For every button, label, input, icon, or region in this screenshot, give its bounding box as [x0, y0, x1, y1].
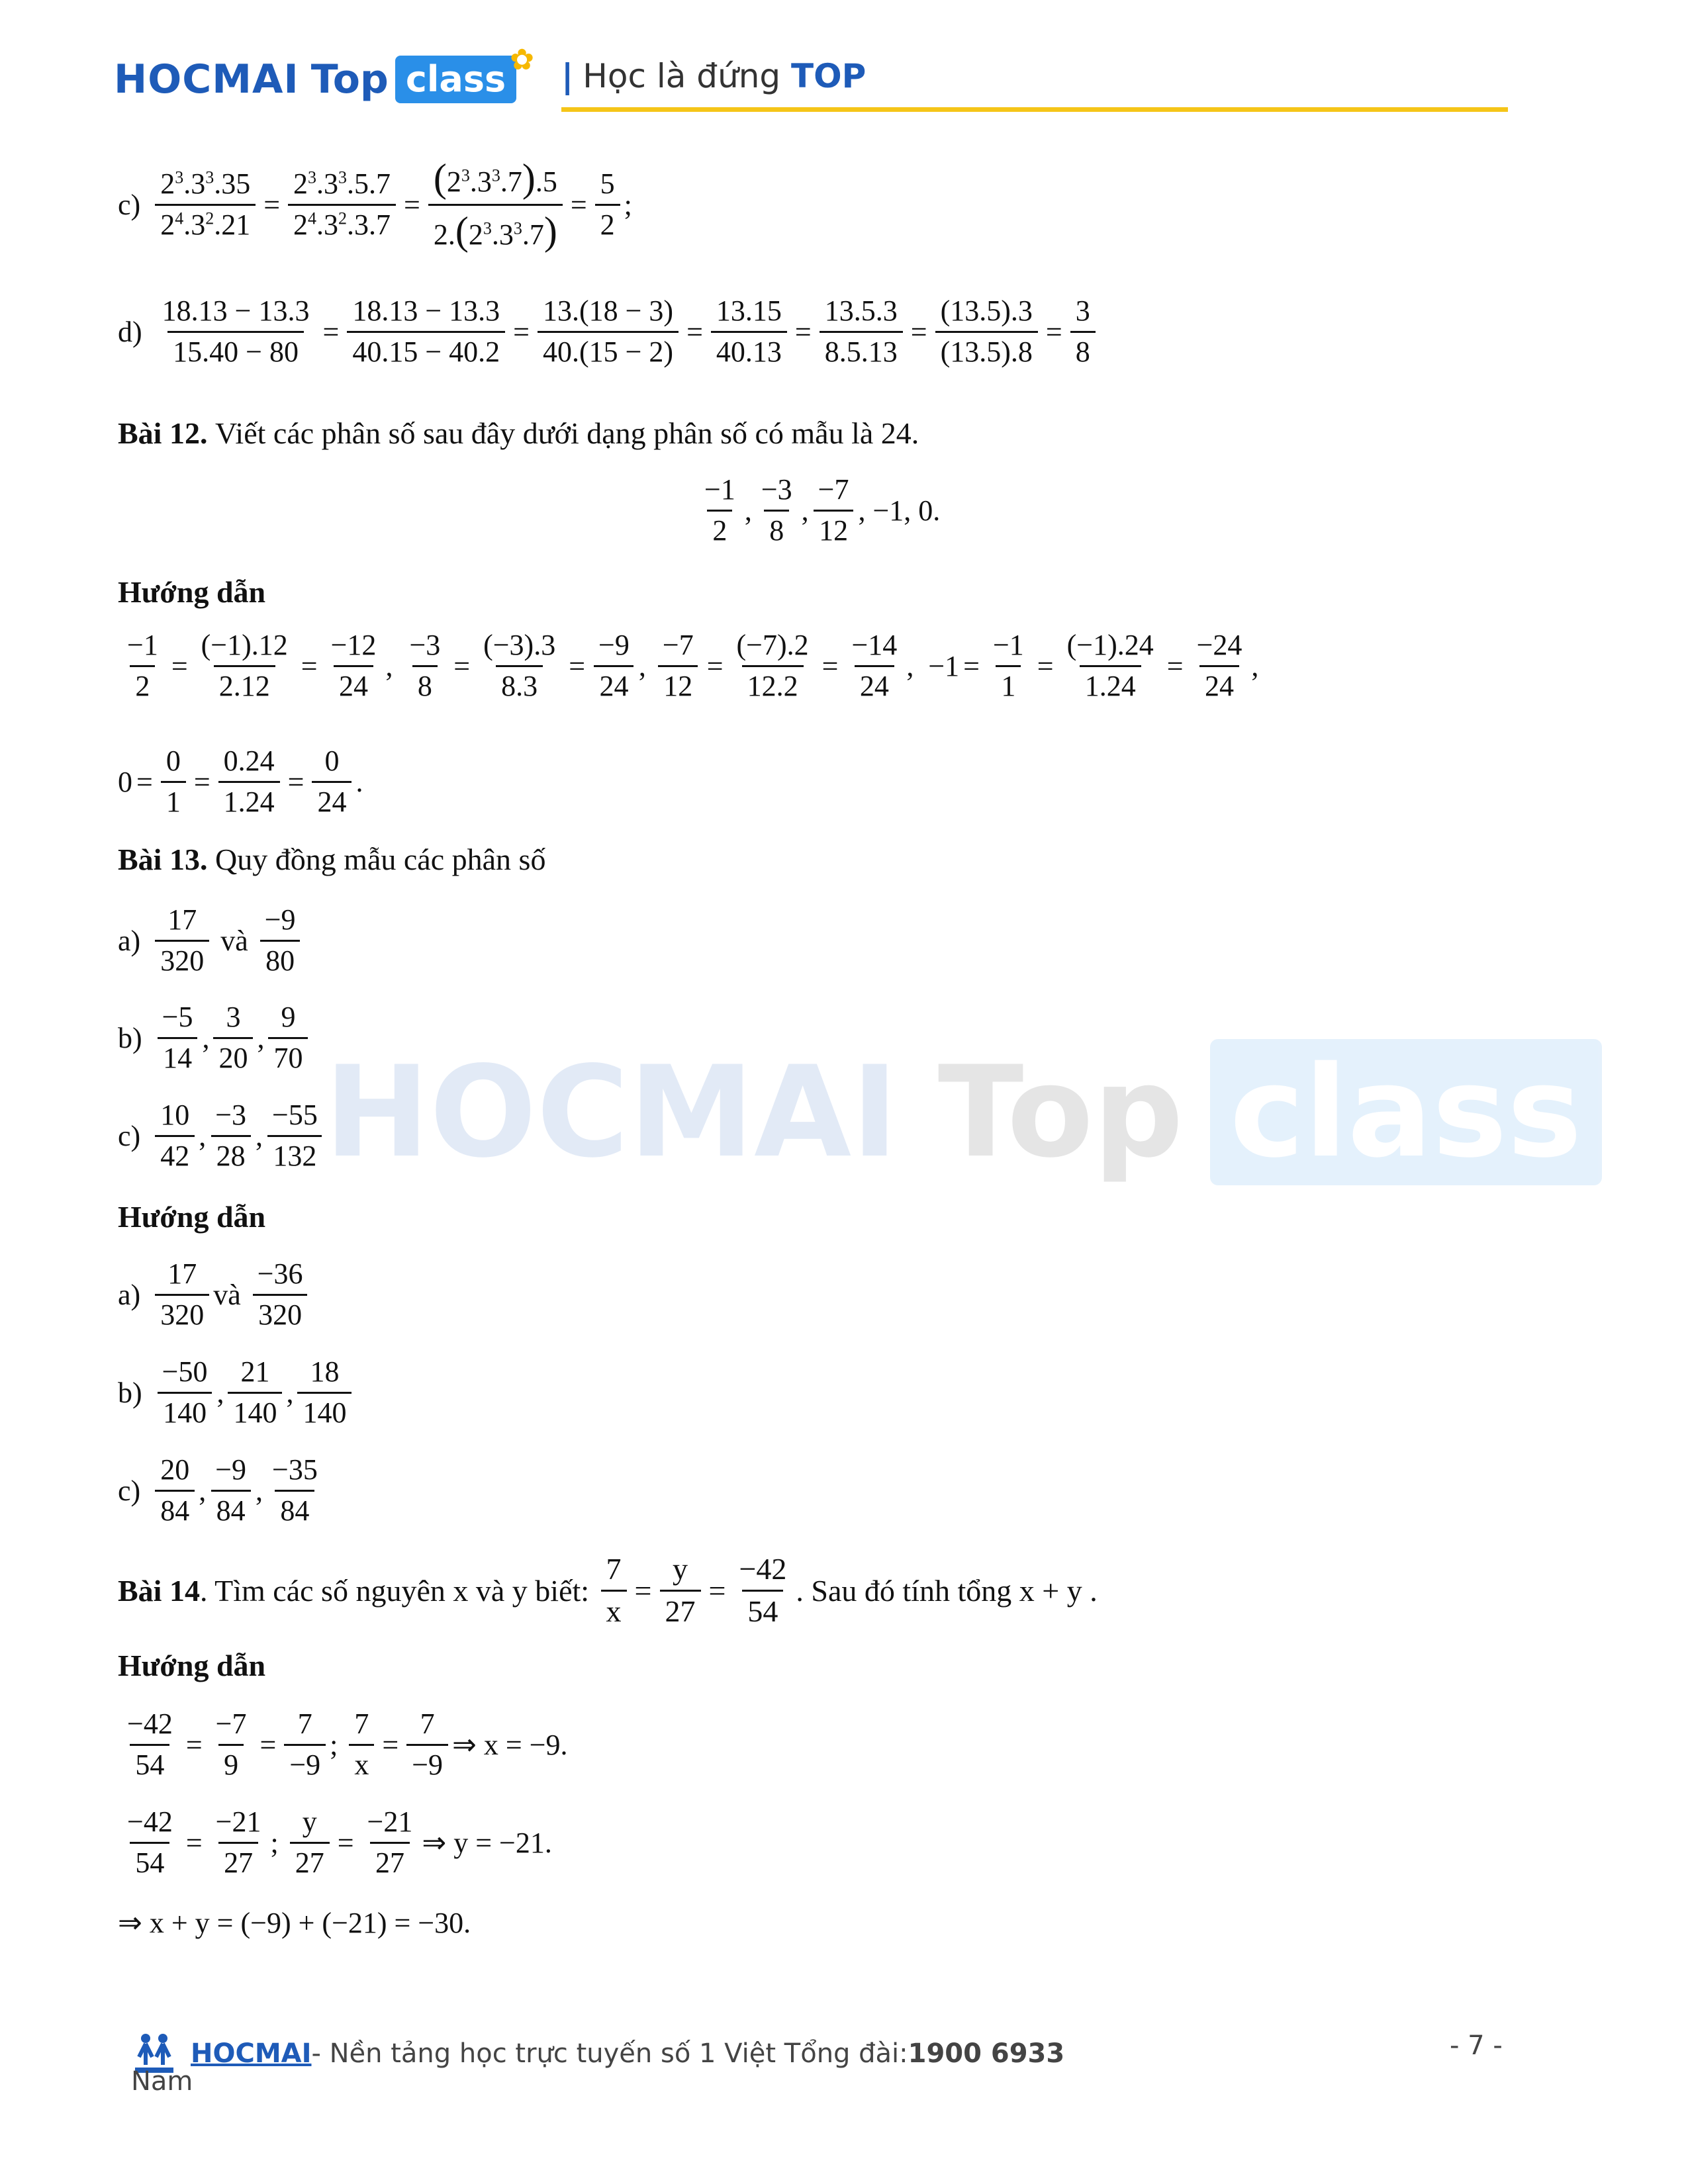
guide-heading: Hướng dẫn: [118, 1649, 266, 1682]
exercise-title: Bài 14: [118, 1573, 200, 1608]
result-x: ⇒ x = −9.: [452, 1728, 568, 1761]
footer: [131, 2030, 1064, 2077]
exercise-text: . Tìm các số nguyên x và y biết:: [199, 1573, 590, 1608]
footer-line2: Nam: [131, 2066, 193, 2097]
exercise-13-b: b) $\frac{-5}{14}$ , $\frac{3}{20}$ , $\frac{9}{70}$: [118, 1001, 312, 1075]
exercise-13-c: c) $\frac{10}{42}$ , $\frac{-3}{28}$ , $\frac{-55}{132}$: [118, 1099, 327, 1173]
item-label: b): [118, 1376, 142, 1409]
footer-text: - Nền tảng học trực tuyến số 1 Việt Tổng đài:: [311, 2038, 908, 2069]
tagline-top: TOP: [791, 57, 867, 95]
exercise-title: Bài 12.: [118, 416, 208, 450]
result-y: ⇒ y = −21.: [422, 1826, 552, 1859]
guide-heading: Hướng dẫn: [118, 575, 266, 609]
solution-14-line3: ⇒ x + y = (−9) + (−21) = −30.: [118, 1907, 471, 1939]
tagline-text: Học là đứng: [583, 57, 792, 95]
item-label: a): [118, 1278, 141, 1311]
item-label: c): [118, 189, 141, 221]
word-va: và: [213, 1278, 241, 1311]
exercise-13-heading: [118, 842, 545, 877]
solution-13-a: a) $\frac{17}{320}$ và $\frac{-36}{320}$: [118, 1257, 312, 1332]
watermark-top: Top: [937, 1039, 1184, 1185]
watermark-class: class: [1210, 1039, 1602, 1185]
watermark-hocmai: HOCMAI: [324, 1039, 898, 1185]
exercise-13-a: a) $\frac{17}{320}$ và $\frac{-9}{80}$: [118, 903, 305, 978]
exercise-text-2: . Sau đó tính tổng x + y .: [796, 1573, 1098, 1608]
exercise-text: Viết các phân số sau đây dưới dạng phân số có mẫu là 24.: [214, 416, 919, 450]
equation-d: d) $\frac{18.13 - 13.3}{15.40 - 80}$ = $\frac{18.13 - 13.3}{40.15 - 40.2}$ = $\frac{13.(18 - 3)}{40.(15 - 2)}$ = $\frac{13.15}{40.13}$ = $\frac{13.5.3}{8.5.13}$ = $\frac{(13.5).3}{(13.5).8}$ = $\frac{3}{8}$: [118, 295, 1100, 369]
solution-13-b: b) $\frac{-50}{140}$ , $\frac{21}{140}$ , $\frac{18}{140}$: [118, 1355, 355, 1430]
item-label: d): [118, 315, 142, 348]
page-number: - 7 -: [1450, 2030, 1503, 2061]
solution-14-line1: $\frac{-42}{54}$ = $\frac{-7}{9}$ = $\frac{7}{-9}$ ; $\frac{7}{x}$ = $\frac{7}{-9}$ ⇒ x = −9.: [127, 1707, 568, 1781]
footer-brand-link[interactable]: HOCMAI: [191, 2038, 312, 2069]
exercise-12-fractions: $\frac{-1}{2}$ , $\frac{-3}{8}$ , $\frac{-7}{12}$ , −1, 0.: [704, 473, 941, 547]
header-underline: [561, 107, 1508, 112]
logo-top-text: Top: [310, 56, 389, 103]
item-label: b): [118, 1021, 142, 1054]
logo-hocmai-text: HOCMAI: [114, 56, 299, 103]
footer-phone: 1900 6933: [908, 2038, 1065, 2069]
logo-class-text: class: [395, 56, 516, 103]
header-tagline: [561, 57, 866, 95]
divider-bar: |: [561, 57, 574, 95]
word-va: và: [220, 924, 248, 957]
exercise-14-heading: Bài 14 . Tìm các số nguyên x và y biết: $\frac{7}{x}$ = $\frac{y}{27}$ = $\frac{-42}{54}$ . Sau đó tính tổng x + y .: [118, 1552, 1098, 1628]
exercise-title: Bài 13.: [118, 842, 208, 876]
item-label: a): [118, 924, 141, 957]
item-label: c): [118, 1119, 141, 1152]
solution-12-line2: 0 = $\frac{0}{1}$ = $\frac{0.24}{1.24}$ = $\frac{0}{24}$ .: [118, 745, 363, 818]
hocmai-topclass-logo: [114, 42, 534, 106]
exercise-12-heading: [118, 416, 919, 451]
solution-14-line2: $\frac{-42}{54}$ = $\frac{-21}{27}$ ; $\frac{y}{27}$ = $\frac{-21}{27}$ ⇒ y = −21.: [127, 1805, 552, 1879]
solution-13-c: c) $\frac{20}{84}$ , $\frac{-9}{84}$ , $\frac{-35}{84}$: [118, 1453, 318, 1527]
star-icon: ✿: [510, 42, 534, 77]
guide-heading: Hướng dẫn: [118, 1200, 266, 1234]
watermark-logo: [324, 1039, 1602, 1185]
solution-12-line1: $\frac{-1}{2}$ = $\frac{(-1).12}{2.12}$ = $\frac{-12}{24}$ , $\frac{-3}{8}$ = $\frac{(-3).3}{8.3}$ = $\frac{-9}{24}$ , $\frac{-7}{12}$ = $\frac{(-7).2}{12.2}$ = $\frac{-14}{24}$ , −1 = $\frac{-1}{1}$ = $\frac{(-1).24}{1.24}$ = $\frac{-24}{24}$ ,: [127, 629, 1259, 702]
exercise-text: Quy đồng mẫu các phân số: [214, 842, 546, 876]
item-label: c): [118, 1474, 141, 1507]
equation-c: c) $\frac{2^3.3^3.35}{2^4.3^2.21}$ = $\frac{2^3.3^3.5.7}{2^4.3^2.3.7}$ = $\frac{(2^3.3^3.7).5}{2.(2^3.3^3.7)}$ = $\frac{5}{2}$ ;: [118, 156, 632, 253]
